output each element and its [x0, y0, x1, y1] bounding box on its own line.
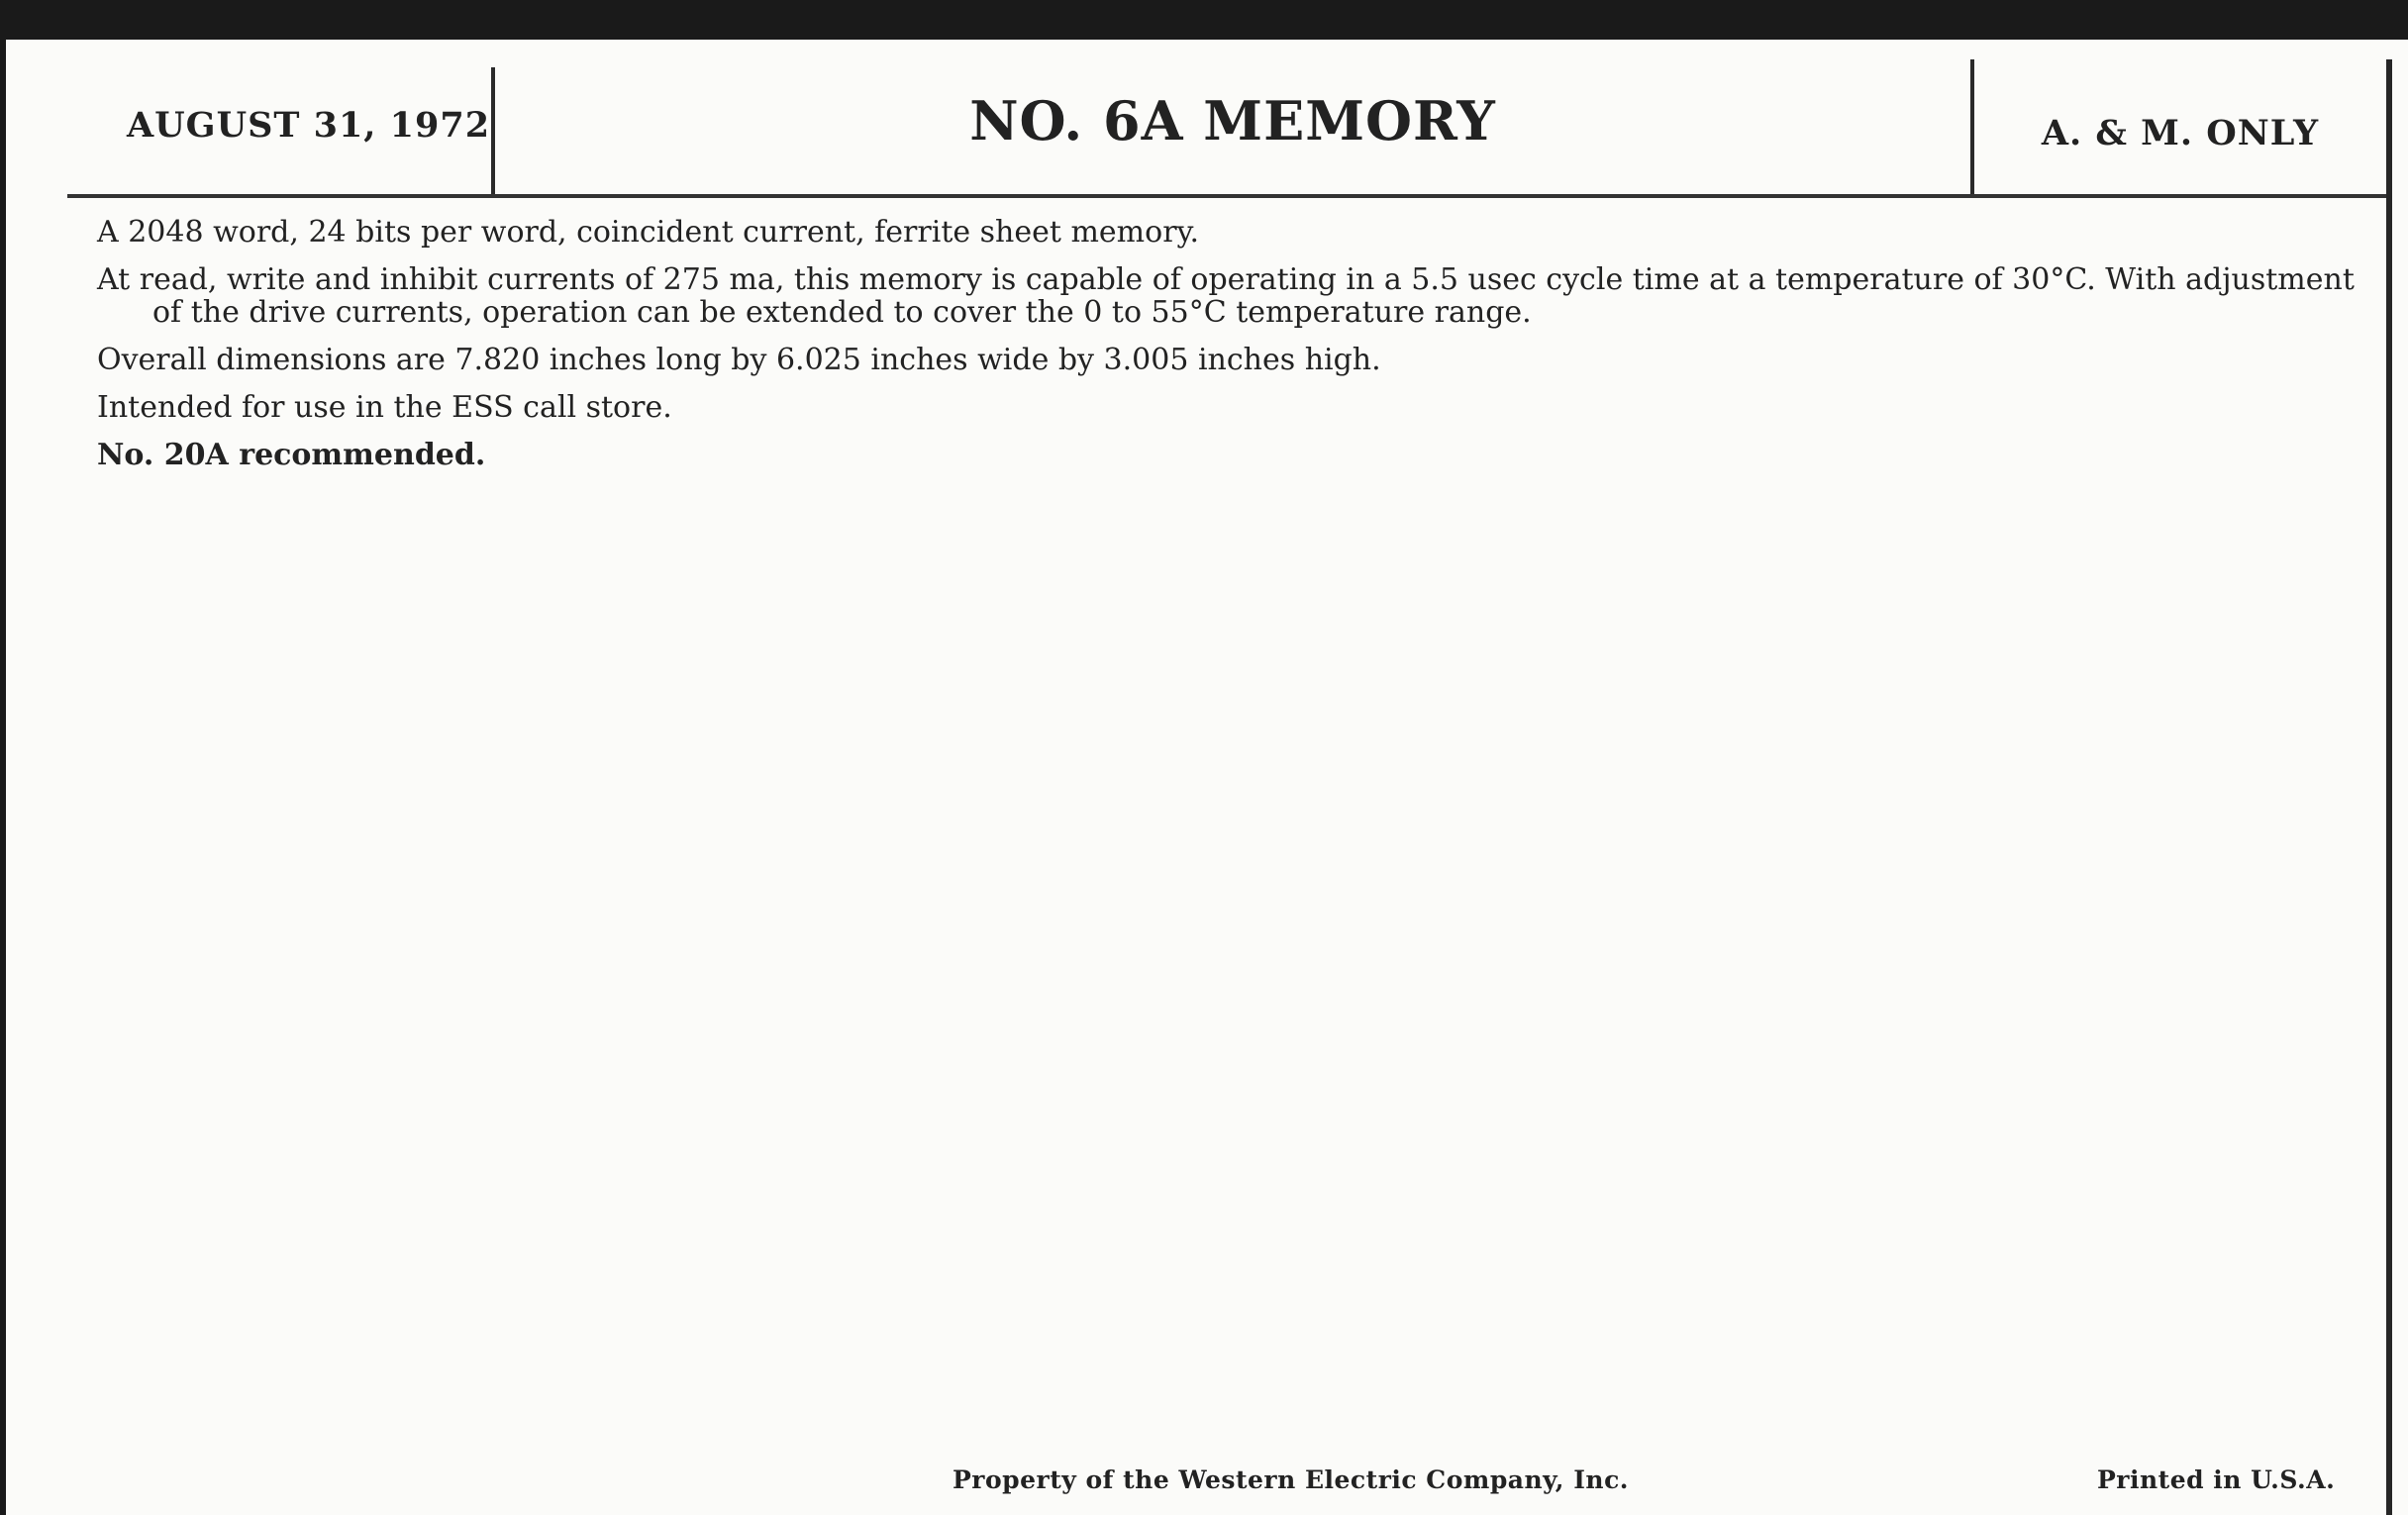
recommendation-paragraph: No. 20A recommended.: [97, 438, 486, 472]
spec-card: [6, 40, 2408, 1515]
restriction-label: A. & M. ONLY: [2041, 113, 2320, 153]
operating-paragraph: At read, write and inhibit currents of 275 ma, this memory is capable of operating in a 5.5 usec cycle time at a temperature of 30°C. With adjustment of the drive currents, operation can be extended to cover the 0 to 55°C temperature range.: [97, 262, 2355, 330]
issue-date: AUGUST 31, 1972: [127, 105, 491, 146]
usage-paragraph: Intended for use in the ESS call store.: [97, 390, 672, 425]
card-edge-shadow: [2386, 59, 2392, 1515]
card-body: [97, 216, 2374, 486]
dimensions-paragraph: Overall dimensions are 7.820 inches long by 6.025 inches wide by 3.005 inches high.: [97, 343, 1381, 377]
page-title: NO. 6A MEMORY: [969, 89, 1496, 152]
card-header: [67, 40, 2386, 198]
header-rule: [67, 194, 2386, 198]
property-notice: Property of the Western Electric Company, Inc.: [953, 1465, 1630, 1494]
description-paragraph: A 2048 word, 24 bits per word, coincident current, ferrite sheet memory.: [97, 215, 1200, 250]
printed-notice: Printed in U.S.A.: [2097, 1465, 2336, 1494]
